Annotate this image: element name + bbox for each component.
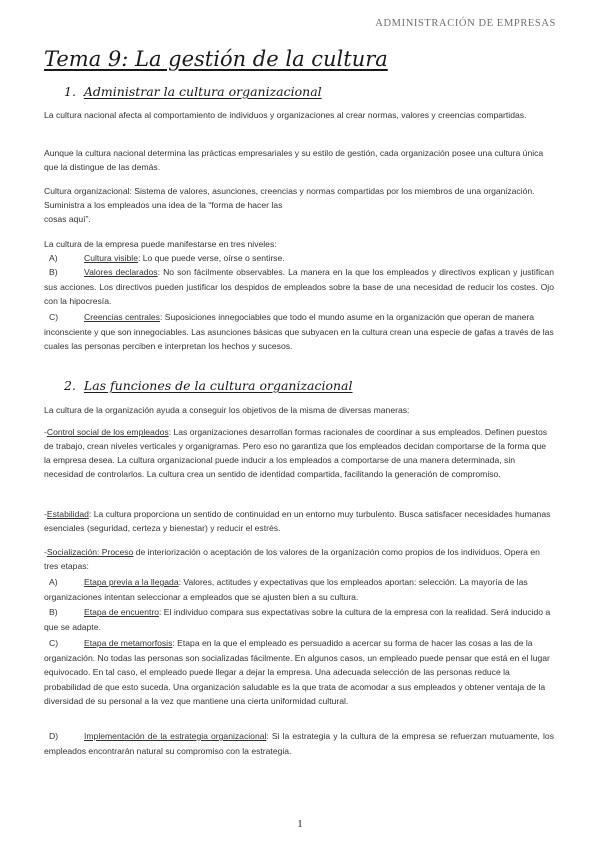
stage-item-c — [44, 636, 554, 709]
level-item-c — [44, 310, 554, 354]
section-2-number: 2. — [64, 378, 76, 393]
stage-text: : Valores, actitudes y expectativas que los empleados aportan: selección. La mayoría de las organizaciones intentan seleccionar a empleados que se ajusten bien a su cultura. — [44, 577, 528, 602]
section-1-paragraph-3 — [44, 184, 554, 226]
section-1-paragraph-1: La cultura nacional afecta al comportamiento de individuos y organizaciones al crear normas, valores y creencias compartidas. — [44, 110, 527, 120]
function-text: : La cultura proporciona un sentido de continuidad en un entorno muy turbulento. Busca satisfacer necesidades humanas esenciales (seguridad, certeza y bienestar) y reducir el estrés. — [44, 509, 551, 533]
level-term: Valores declarados — [84, 267, 158, 277]
list-label: C) — [49, 638, 59, 648]
culture-definition-end: cosas aquí”. — [44, 214, 91, 224]
list-label: A) — [49, 577, 58, 587]
function-control — [44, 425, 554, 481]
stage-text: : El individuo compara sus expectativas sobre la cultura de la empresa con la realidad. Será inducido a que se adapte. — [44, 607, 551, 632]
stage-term: Etapa previa a la llegada — [84, 577, 179, 587]
level-text: : Lo que puede verse, oírse o sentirse. — [137, 253, 285, 263]
function-estabilidad — [44, 507, 554, 535]
function-text: : Las organizaciones desarrollan formas racionales de coordinar a sus empleados. Definen puestos de trabajo, crean niveles verticales y organigramas. Pero eso no garantiza que los empleados decidan comportarse de la forma que la empresa desea. La cultura organizacional puede inducir a los empleados a comportarse de una manera determinada, sin necesidad de controlarlos. La cultura crea un sentido de identidad compartida, facilitando la generación de compromiso. — [44, 427, 548, 479]
list-label: B) — [49, 607, 58, 617]
list-label: D) — [49, 731, 59, 741]
section-1-paragraph-2: Aunque la cultura nacional determina las prácticas empresariales y su estilo de gestión, cada organización posee una cultura única que la distingue de las demás. — [44, 148, 544, 172]
level-item-a — [44, 251, 554, 266]
stage-term: Implementación de la estrategia organizacional — [84, 731, 267, 741]
section-2-heading — [64, 378, 353, 393]
function-socializacion — [44, 545, 554, 573]
level-text: : No son fácilmente observables. La manera en la que los empleados y directivos explican y justifican sus acciones. Los directivos pueden justificar los despidos de empleados sobre la base de una necesidad de reducir los costes. Ojo con la hipocresía. — [44, 267, 554, 306]
section-2-intro: La cultura de la organización ayuda a conseguir los objetivos de la misma de diversas maneras: — [44, 405, 410, 415]
stage-item-b — [44, 605, 554, 634]
level-item-b — [44, 265, 554, 309]
stage-term: Etapa de metamorfosis — [84, 638, 173, 648]
culture-definition: Cultura organizacional: Sistema de valores, asunciones, creencias y normas compartidas por los miembros de una organización. Suministra a los empleados una idea de la “forma de hacer las — [44, 186, 535, 210]
level-term: Creencias centrales — [84, 312, 160, 322]
stage-item-d — [44, 729, 554, 758]
section-1-number: 1. — [64, 84, 76, 99]
dash: - — [44, 427, 47, 437]
section-2-title: Las funciones de la cultura organizacional — [83, 378, 353, 393]
level-term: Cultura visible — [84, 253, 138, 263]
dash: - — [44, 509, 47, 519]
list-label: A) — [49, 253, 58, 263]
stage-item-a — [44, 575, 554, 604]
function-term: Estabilidad — [46, 509, 89, 519]
levels-intro: La cultura de la empresa puede manifestarse en tres niveles: — [44, 239, 277, 249]
stage-term: Etapa de encuentro — [84, 607, 160, 617]
page-number: 1 — [297, 818, 303, 830]
stage-text: : Si la estrategia y la cultura de la empresa se refuerzan mutuamente, los empleados encontrarán natural su compromiso con la estrategia. — [44, 731, 554, 756]
stage-text: : Etapa en la que el empleado es persuadido a acercar su forma de hacer las cosas a las de la organización. No todas las personas son socializadas fácilmente. En algunos casos, un empleado puede pensar que está en el lugar equivocado. En tal caso, el empleado puede llegar a dejar la empresa. Una adecuada selección de las personas reduce la probabilidad de que esto suceda. Una organización saludable es la que trata de acomodar a sus empleados y obtener ventaja de la diversidad de su personal a la vez que mantiene una cierta uniformidad cultural. — [44, 638, 550, 706]
section-1-heading — [64, 84, 322, 99]
level-text: : Suposiciones innegociables que todo el mundo asume en la organización que operan de manera inconsciente y que son innegociables. Las asunciones básicas que subyacen en la cultura crean una especie de gafas a través de las cuales las personas perciben e interpretan los hechos y sucesos. — [44, 312, 554, 351]
section-1-title: Administrar la cultura organizacional — [83, 84, 322, 99]
function-term: Socialización: Proceso — [46, 547, 134, 557]
page-title: Tema 9: La gestión de la cultura — [44, 47, 388, 71]
function-text: de interiorización o aceptación de los valores de la organización como propios de los individuos. Opera en tres etapas: — [44, 547, 540, 571]
running-header: ADMINISTRACIÓN DE EMPRESAS — [375, 18, 556, 29]
list-label: C) — [49, 312, 59, 322]
function-term: Control social de los empleados — [46, 427, 169, 437]
list-label: B) — [49, 267, 58, 277]
dash: - — [44, 547, 47, 557]
